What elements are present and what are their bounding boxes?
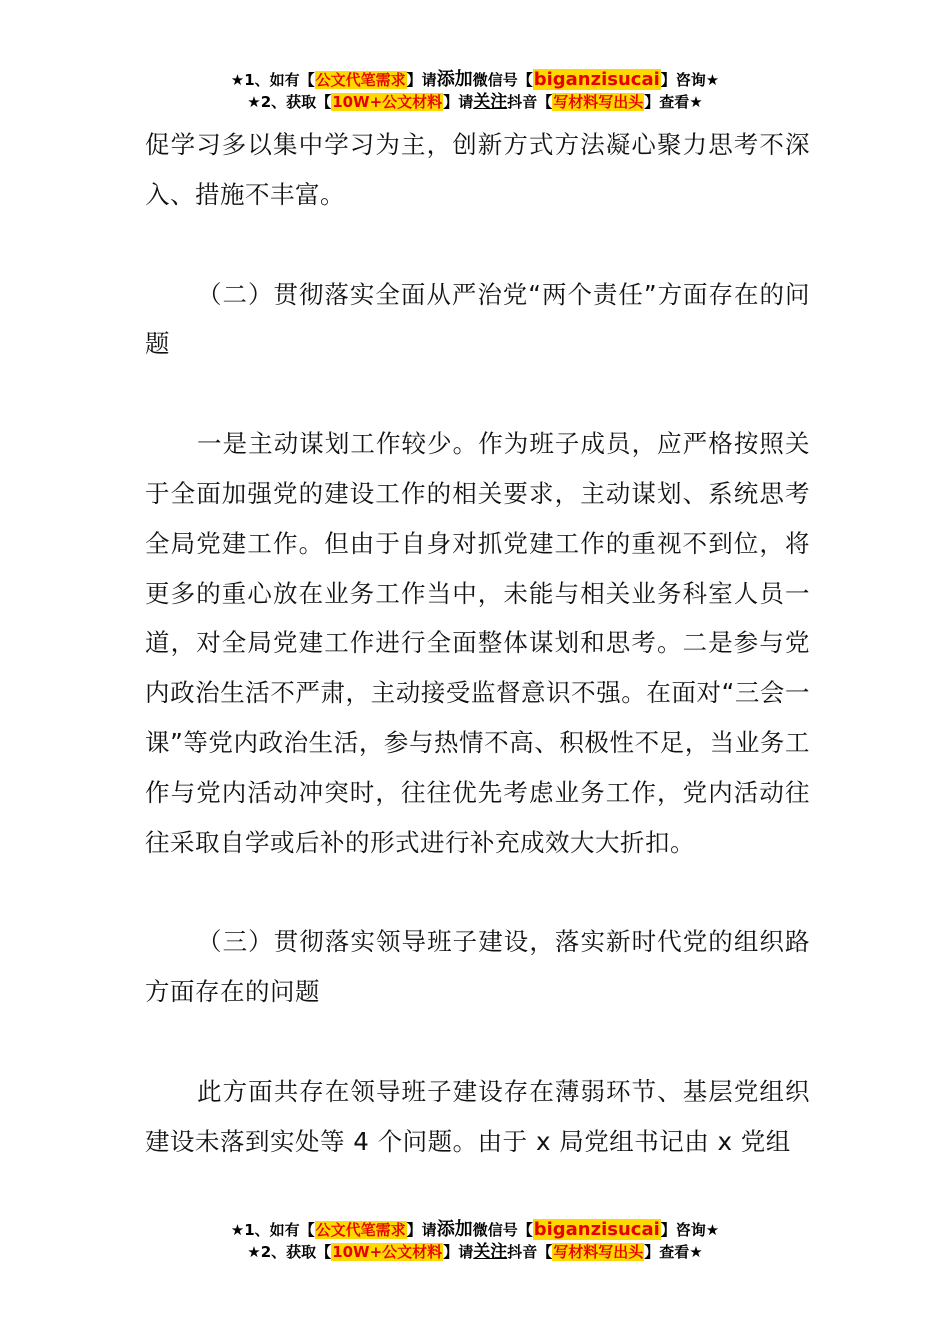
promo-emphasis: 添加 bbox=[436, 1219, 473, 1240]
promo-text: 微信号【 bbox=[472, 71, 533, 89]
header-promo-line-1 bbox=[0, 69, 950, 91]
promo-text: 抖音【 bbox=[507, 93, 553, 111]
promo-text: 】咨询★ bbox=[660, 71, 720, 89]
promo-highlight: 公文代笔需求 bbox=[315, 71, 406, 89]
promo-text: 】请 bbox=[406, 1221, 437, 1239]
promo-emphasis: 添加 bbox=[436, 69, 473, 90]
section-heading-2: （二）贯彻落实全面从严治党“两个责任”方面存在的问题 bbox=[145, 279, 810, 359]
promo-douyin-id: 写材料写出头 bbox=[553, 1243, 644, 1261]
promo-emphasis: 关注 bbox=[473, 92, 508, 112]
promo-douyin-id: 写材料写出头 bbox=[553, 93, 644, 111]
paragraph-section-3-body: 此方面共存在领导班子建设存在薄弱环节、基层党组织建设未落到实处等 4 个问题。由于 x 局党组书记由 x 党组 bbox=[145, 1076, 810, 1156]
section-heading-3: （三）贯彻落实领导班子建设，落实新时代党的组织路方面存在的问题 bbox=[145, 927, 810, 1007]
promo-text: 抖音【 bbox=[507, 1243, 553, 1261]
promo-emphasis: 关注 bbox=[473, 1242, 508, 1262]
promo-text: 】查看★ bbox=[644, 93, 703, 111]
paragraph-continued: 促学习多以集中学习为主，创新方式方法凝心聚力思考不深入、措施不丰富。 bbox=[145, 130, 810, 209]
promo-text: ★2、获取【 bbox=[247, 1243, 332, 1261]
promo-text: 】查看★ bbox=[644, 1243, 703, 1261]
footer-promo-line-1 bbox=[0, 1219, 950, 1241]
promo-highlight: 10W+公文材料 bbox=[332, 93, 443, 111]
promo-text: ★1、如有【 bbox=[230, 1221, 315, 1239]
promo-text: 】请 bbox=[443, 1243, 474, 1261]
promo-text: 】请 bbox=[406, 71, 437, 89]
promo-text: 微信号【 bbox=[472, 1221, 533, 1239]
promo-wechat-id: biganzisucai bbox=[533, 69, 660, 90]
header-promo-line-2 bbox=[0, 91, 950, 113]
promo-wechat-id: biganzisucai bbox=[533, 1219, 660, 1240]
promo-text: ★2、获取【 bbox=[247, 93, 332, 111]
promo-highlight: 10W+公文材料 bbox=[332, 1243, 443, 1261]
paragraph-section-2-body: 一是主动谋划工作较少。作为班子成员，应严格按照关于全面加强党的建设工作的相关要求，主动谋划、系统思考全局党建工作。但由于自身对抓党建工作的重视不到位，将更多的重心放在业务工作当中，未能与相关业务科室人员一道，对全局党建工作进行全面整体谋划和思考。二是参与党内政治生活不严肃，主动接受监督意识不强。在面对“三会一课”等党内政治生活，参与热情不高、积极性不足，当业务工作与党内活动冲突时，往往优先考虑业务工作，党内活动往往采取自学或后补的形式进行补充成效大大折扣。 bbox=[145, 429, 810, 857]
promo-highlight: 公文代笔需求 bbox=[315, 1221, 406, 1239]
promo-text: 】咨询★ bbox=[660, 1221, 720, 1239]
promo-text: ★1、如有【 bbox=[230, 71, 315, 89]
header-promo-banner bbox=[0, 69, 950, 113]
footer-promo-line-2 bbox=[0, 1241, 950, 1263]
promo-text: 】请 bbox=[443, 93, 474, 111]
document-body bbox=[145, 120, 810, 1167]
footer-promo-banner bbox=[0, 1219, 950, 1263]
